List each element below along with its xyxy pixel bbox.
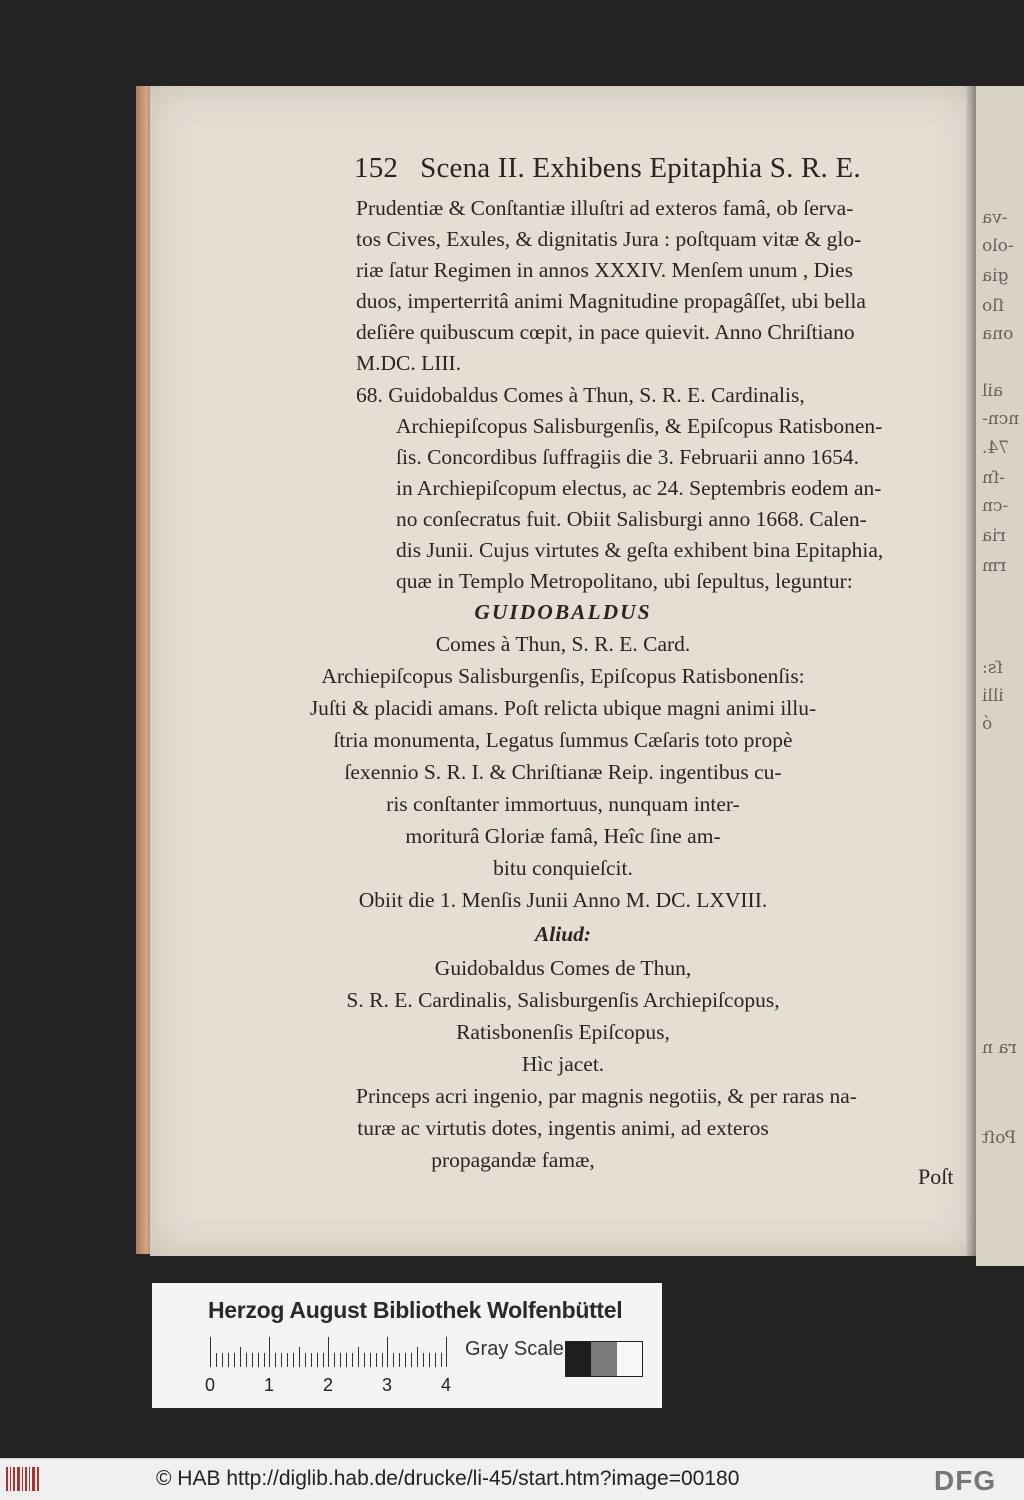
scale-ruler xyxy=(210,1337,446,1367)
epitaph-line: ris conſtanter immortuus, nunquam inter- xyxy=(386,792,740,816)
epitaph-line: Comes à Thun, S. R. E. Card. xyxy=(435,632,691,656)
epitaph-line: bitu conquieſcit. xyxy=(493,856,633,880)
dfg-logo: DFG xyxy=(934,1465,997,1496)
aliud-heading: Aliud: xyxy=(534,922,592,946)
epitaph-line: propagandæ famæ, xyxy=(431,1148,595,1172)
text-line: dis Junii. Cujus virtutes & geſta exhibent bina Epitaphia, xyxy=(396,538,884,562)
ruler-number: 3 xyxy=(382,1375,393,1395)
text-line: riæ ſatur Regimen in annos XXXIV. Menſem unum , Dies xyxy=(356,258,854,282)
library-card xyxy=(152,1283,662,1408)
ruler-number: 1 xyxy=(264,1375,275,1395)
next-page-fragment: ona xyxy=(982,324,1014,344)
next-page-edge xyxy=(976,86,1024,1266)
hab-logo-icon xyxy=(6,1467,46,1491)
next-page-fragment: rm xyxy=(982,556,1007,576)
next-page-fragment: ria xyxy=(982,526,1006,546)
text-line: Archiepiſcopus Salisburgenſis, & Epiſcopus Ratisbonen- xyxy=(396,414,883,438)
library-name: Herzog August Bibliothek Wolfenbüttel xyxy=(208,1297,623,1323)
next-page-fragment: ſs: xyxy=(982,658,1003,678)
next-page-fragment: ncn- xyxy=(982,409,1020,429)
swatch-light xyxy=(617,1342,642,1376)
text-line: Prudentiæ & Conſtantiæ illuſtri ad exteros famâ, ob ſerva- xyxy=(356,196,854,220)
epitaph-line: ſexennio S. R. I. & Chriſtianæ Reip. ingentibus cu- xyxy=(344,760,782,784)
swatch-mid xyxy=(591,1342,616,1376)
epitaph-title: GUIDOBALDUS xyxy=(474,600,652,624)
catchword: Poſt xyxy=(918,1164,954,1189)
next-page-fragment: ſlo xyxy=(982,296,1004,316)
gray-scale-swatches xyxy=(565,1341,643,1377)
epitaph-line: S. R. E. Cardinalis, Salisburgenſis Archiepiſcopus, xyxy=(346,988,780,1012)
epitaph-line: moriturâ Gloriæ famâ, Heîc ſine am- xyxy=(405,824,721,848)
text-line: no conſecratus fuit. Obiit Salisburgi anno 1668. Calen- xyxy=(396,507,867,531)
page-number: 152 xyxy=(354,152,399,184)
epitaph-line: Princeps acri ingenio, par magnis negotiis, & per raras na- xyxy=(356,1084,857,1108)
next-page-fragment: -cn xyxy=(982,496,1009,516)
epitaph-line: Hìc jacet. xyxy=(521,1052,605,1076)
footer-bar xyxy=(0,1458,1024,1500)
next-page-fragment: -ſn xyxy=(982,468,1005,488)
epitaph-line: Guidobaldus Comes de Thun, xyxy=(434,956,692,980)
epitaph-line: Ratisbonenſis Epiſcopus, xyxy=(456,1020,670,1044)
running-header xyxy=(354,152,861,185)
epitaph-line: Obiit die 1. Menſis Junii Anno M. DC. LXVIII. xyxy=(358,888,768,912)
text-line: quæ in Templo Metropolitano, ubi ſepultus, leguntur: xyxy=(396,569,853,593)
footer-copyright-link[interactable]: © HAB http://diglib.hab.de/drucke/li-45/start.htm?image=00180 xyxy=(156,1467,740,1490)
epitaph-line: turæ ac virtutis dotes, ingentis animi, ad exteros xyxy=(357,1116,769,1140)
epitaph-line: Archiepiſcopus Salisburgenſis, Epiſcopus Ratisbonenſis: xyxy=(321,664,805,688)
next-page-fragment: ó xyxy=(982,714,993,734)
ruler-number: 2 xyxy=(323,1375,334,1395)
text-line: deſiêre quibuscum cœpit, in pace quievit. Anno Chriſtiano xyxy=(356,320,855,344)
epitaph-line: ſtria monumenta, Legatus ſummus Cæſaris toto propè xyxy=(333,728,793,752)
text-line: M.DC. LIII. xyxy=(356,351,462,375)
next-page-fragment: -olo xyxy=(982,236,1014,256)
text-line: ſis. Concordibus ſuffragiis die 3. Februarii anno 1654. xyxy=(396,445,859,469)
swatch-dark xyxy=(566,1342,591,1376)
gray-scale-label: Gray Scale xyxy=(465,1338,564,1360)
next-page-fragment: -va xyxy=(982,208,1008,228)
next-page-fragment: illi xyxy=(982,686,1004,706)
epitaph-line: Juſti & placidi amans. Poſt relicta ubique magni animi illu- xyxy=(309,696,817,720)
next-page-fragment: gia xyxy=(982,266,1009,286)
text-line: tos Cives, Exules, & dignitatis Jura : poſtquam vitæ & glo- xyxy=(356,227,862,251)
next-page-fragment: 74. xyxy=(982,438,1010,458)
text-line: duos, imperterritâ animi Magnitudine propagâſſet, ubi bella xyxy=(356,289,866,313)
ruler-number: 0 xyxy=(205,1375,216,1395)
entry-heading: 68. Guidobaldus Comes à Thun, S. R. E. Cardinalis, xyxy=(356,383,805,407)
next-page-fragment: Poſt xyxy=(982,1128,1017,1148)
ruler-number: 4 xyxy=(441,1375,452,1395)
next-page-fragment: ail xyxy=(982,381,1004,401)
header-title: Scena II. Exhibens Epitaphia S. R. E. xyxy=(420,152,861,184)
next-page-fragment: ra n xyxy=(982,1038,1017,1058)
text-line: in Archiepiſcopum electus, ac 24. Septembris eodem an- xyxy=(396,476,882,500)
